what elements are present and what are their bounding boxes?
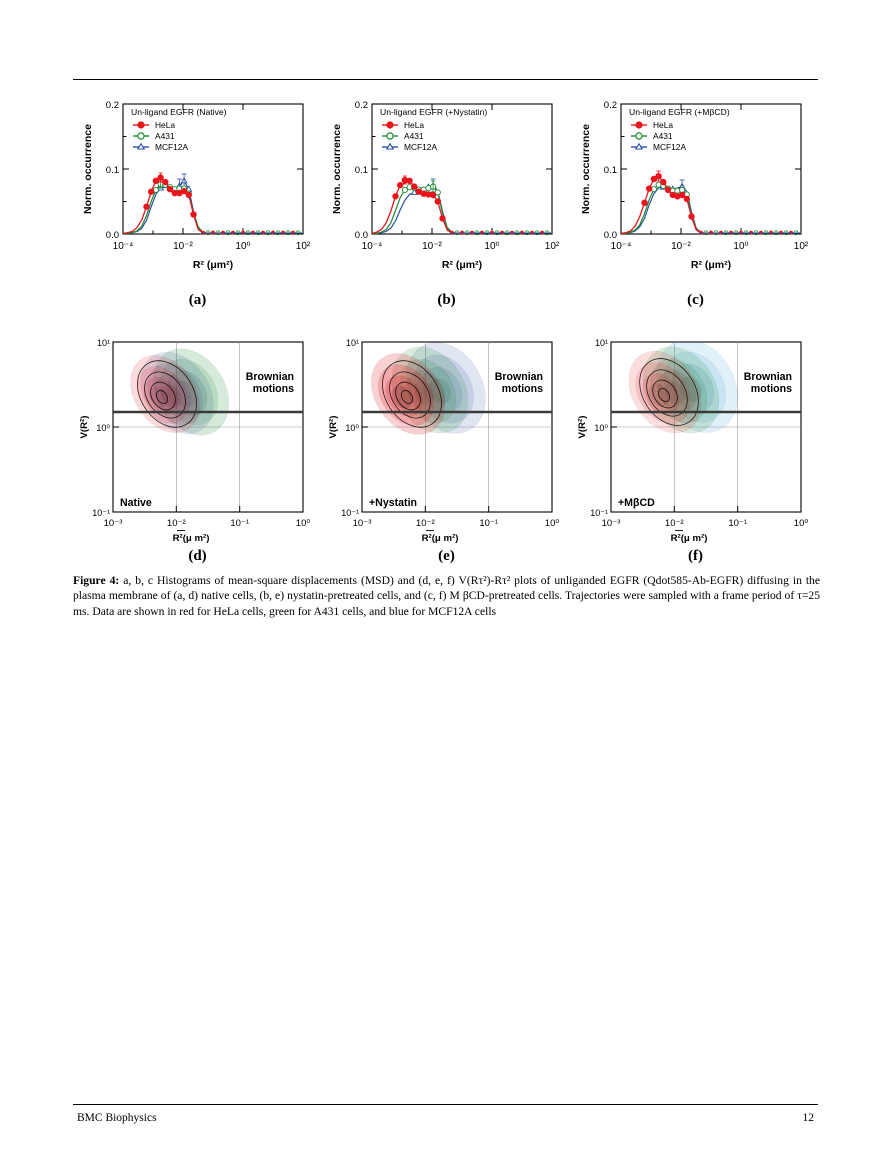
series-mcf12a-a <box>123 174 222 233</box>
legend-c <box>631 120 686 152</box>
header-rule <box>73 79 818 80</box>
figure-number: Figure 4: <box>73 574 120 587</box>
legend-label-mcf12a-b: MCF12A <box>404 142 438 152</box>
legend-a <box>133 120 188 152</box>
panel-label-e: (e) <box>438 548 455 564</box>
xtick-d-2: 10⁻¹ <box>230 518 250 529</box>
footer-page-number: 12 <box>802 1112 814 1124</box>
xtick-b-0: 10⁻⁴ <box>361 241 383 252</box>
legend-label-mcf12a-c: MCF12A <box>653 142 687 152</box>
xtick-b-1: 10⁻² <box>422 241 442 252</box>
xtick-e-2: 10⁻¹ <box>479 518 499 529</box>
annotation-brownian-e-line1: Brownian <box>494 371 543 383</box>
ytick-d-1: 10⁰ <box>96 423 110 433</box>
xtick-c-0: 10⁻⁴ <box>610 241 632 252</box>
chart-title-a: Un-ligand EGFR (Native) <box>131 107 227 117</box>
annotation-brownian-d-line2: motions <box>252 383 294 395</box>
chart-title-b: Un-ligand EGFR (+Nystatin) <box>380 107 488 117</box>
xtick-a-3: 10² <box>295 241 311 252</box>
panel-e <box>322 330 571 565</box>
caption-text: a, b, c Histograms of mean-square displacements (MSD) and (d, e, f) V(Rτ²)-Rτ² plots of unliganded EGFR (Qdot585-Ab-EGFR) diffusing in the plasma membrane of (a, d) native cells, (b, e) nystatin-pretreated cells, and (c, f) M βCD-pretreated cells. Trajectories were sampled with a frame period of τ=25 ms. Data are shown in red for HeLa cells, green for A431 cells, and blue for MCF12A cells <box>73 574 820 618</box>
xtick-c-2: 10⁰ <box>733 241 749 252</box>
xtick-d-1: 10⁻² <box>166 518 186 529</box>
ylabel-d: V(R²) <box>79 415 90 439</box>
contour-chart-f <box>571 330 820 548</box>
figure-row-contours <box>73 330 821 565</box>
xtick-e-3: 10⁰ <box>544 518 560 529</box>
legend-label-hela-c: HeLa <box>653 120 674 130</box>
contour-chart-e <box>322 330 571 548</box>
ytick-d-0: 10¹ <box>96 338 110 348</box>
annotation-brownian-f-line1: Brownian <box>743 371 792 383</box>
xtick-d-3: 10⁰ <box>295 518 311 529</box>
ylabel-e: V(R²) <box>328 415 339 439</box>
xtick-b-2: 10⁰ <box>484 241 500 252</box>
ytick-c-1: 0.1 <box>603 165 617 176</box>
ytick-b-1: 0.1 <box>354 165 368 176</box>
legend-label-a431-b: A431 <box>404 131 424 141</box>
annotation-brownian-e-line2: motions <box>501 383 543 395</box>
panel-label-b: (b) <box>437 292 456 308</box>
ytick-a-1: 0.1 <box>105 165 119 176</box>
xlabel-f: R²(μ m²) <box>670 533 708 544</box>
annotation-brownian-f-line2: motions <box>750 383 792 395</box>
ytick-d-2: 10⁻¹ <box>92 508 110 518</box>
xlabel-c: R² (μm²) <box>690 259 732 271</box>
ylabel-c: Norm. occurrence <box>580 124 592 214</box>
xlabel-b: R² (μm²) <box>441 259 483 271</box>
corner-label-e: +Nystatin <box>369 497 417 509</box>
xtick-a-1: 10⁻² <box>173 241 193 252</box>
series-hela-a <box>123 173 222 233</box>
panel-f <box>571 330 820 565</box>
legend-label-mcf12a-a: MCF12A <box>155 142 189 152</box>
xtick-d-0: 10⁻³ <box>103 518 123 529</box>
ytick-b-2: 0.2 <box>354 100 368 111</box>
xtick-f-0: 10⁻³ <box>601 518 621 529</box>
footer-journal: BMC Biophysics <box>77 1112 157 1124</box>
series-a431-b <box>372 181 471 233</box>
panel-label-c: (c) <box>687 292 704 308</box>
xtick-c-3: 10² <box>793 241 809 252</box>
contour-chart-d <box>73 330 322 548</box>
series-hela-b <box>372 176 471 233</box>
xtick-e-1: 10⁻² <box>415 518 435 529</box>
figure-row-histograms <box>73 92 821 309</box>
ytick-f-1: 10⁰ <box>594 423 608 433</box>
corner-label-f: +MβCD <box>618 497 655 509</box>
panel-a <box>73 92 322 309</box>
xtick-f-3: 10⁰ <box>793 518 809 529</box>
xtick-a-0: 10⁻⁴ <box>112 241 134 252</box>
ytick-c-0: 0.0 <box>603 230 617 241</box>
ytick-c-2: 0.2 <box>603 100 617 111</box>
ytick-a-2: 0.2 <box>105 100 119 111</box>
ytick-f-0: 10¹ <box>594 338 608 348</box>
annotation-brownian-d-line1: Brownian <box>245 371 294 383</box>
legend-b <box>382 120 437 152</box>
figure-caption <box>73 573 820 619</box>
xtick-e-0: 10⁻³ <box>352 518 372 529</box>
corner-label-d: Native <box>120 497 152 509</box>
ytick-e-0: 10¹ <box>345 338 359 348</box>
panel-label-f: (f) <box>688 548 703 564</box>
ylabel-b: Norm. occurrence <box>331 124 343 214</box>
legend-label-a431-a: A431 <box>155 131 175 141</box>
histogram-chart-b <box>322 92 571 292</box>
histogram-chart-a <box>73 92 322 292</box>
xtick-b-3: 10² <box>544 241 560 252</box>
ylabel-f: V(R²) <box>577 415 588 439</box>
panel-c <box>571 92 820 309</box>
panel-d <box>73 330 322 565</box>
ytick-b-0: 0.0 <box>354 230 368 241</box>
legend-label-a431-c: A431 <box>653 131 673 141</box>
legend-label-hela-b: HeLa <box>404 120 425 130</box>
xtick-a-2: 10⁰ <box>235 241 251 252</box>
ylabel-a: Norm. occurrence <box>82 124 94 214</box>
xtick-f-1: 10⁻² <box>664 518 684 529</box>
panel-label-a: (a) <box>188 292 207 308</box>
histogram-chart-c <box>571 92 820 292</box>
xlabel-a: R² (μm²) <box>192 259 234 271</box>
ytick-f-2: 10⁻¹ <box>590 508 608 518</box>
footer-rule <box>73 1104 818 1105</box>
xlabel-e: R²(μ m²) <box>421 533 459 544</box>
ytick-e-2: 10⁻¹ <box>341 508 359 518</box>
xtick-c-1: 10⁻² <box>671 241 691 252</box>
legend-label-hela-a: HeLa <box>155 120 176 130</box>
ytick-e-1: 10⁰ <box>345 423 359 433</box>
xtick-f-2: 10⁻¹ <box>728 518 748 529</box>
ytick-a-0: 0.0 <box>105 230 119 241</box>
series-mcf12a-b <box>372 179 471 233</box>
panel-label-d: (d) <box>188 548 207 564</box>
chart-title-c: Un-ligand EGFR (+MβCD) <box>629 107 730 117</box>
panel-b <box>322 92 571 309</box>
series-hela-c <box>621 171 720 233</box>
xlabel-d: R²(μ m²) <box>172 533 210 544</box>
